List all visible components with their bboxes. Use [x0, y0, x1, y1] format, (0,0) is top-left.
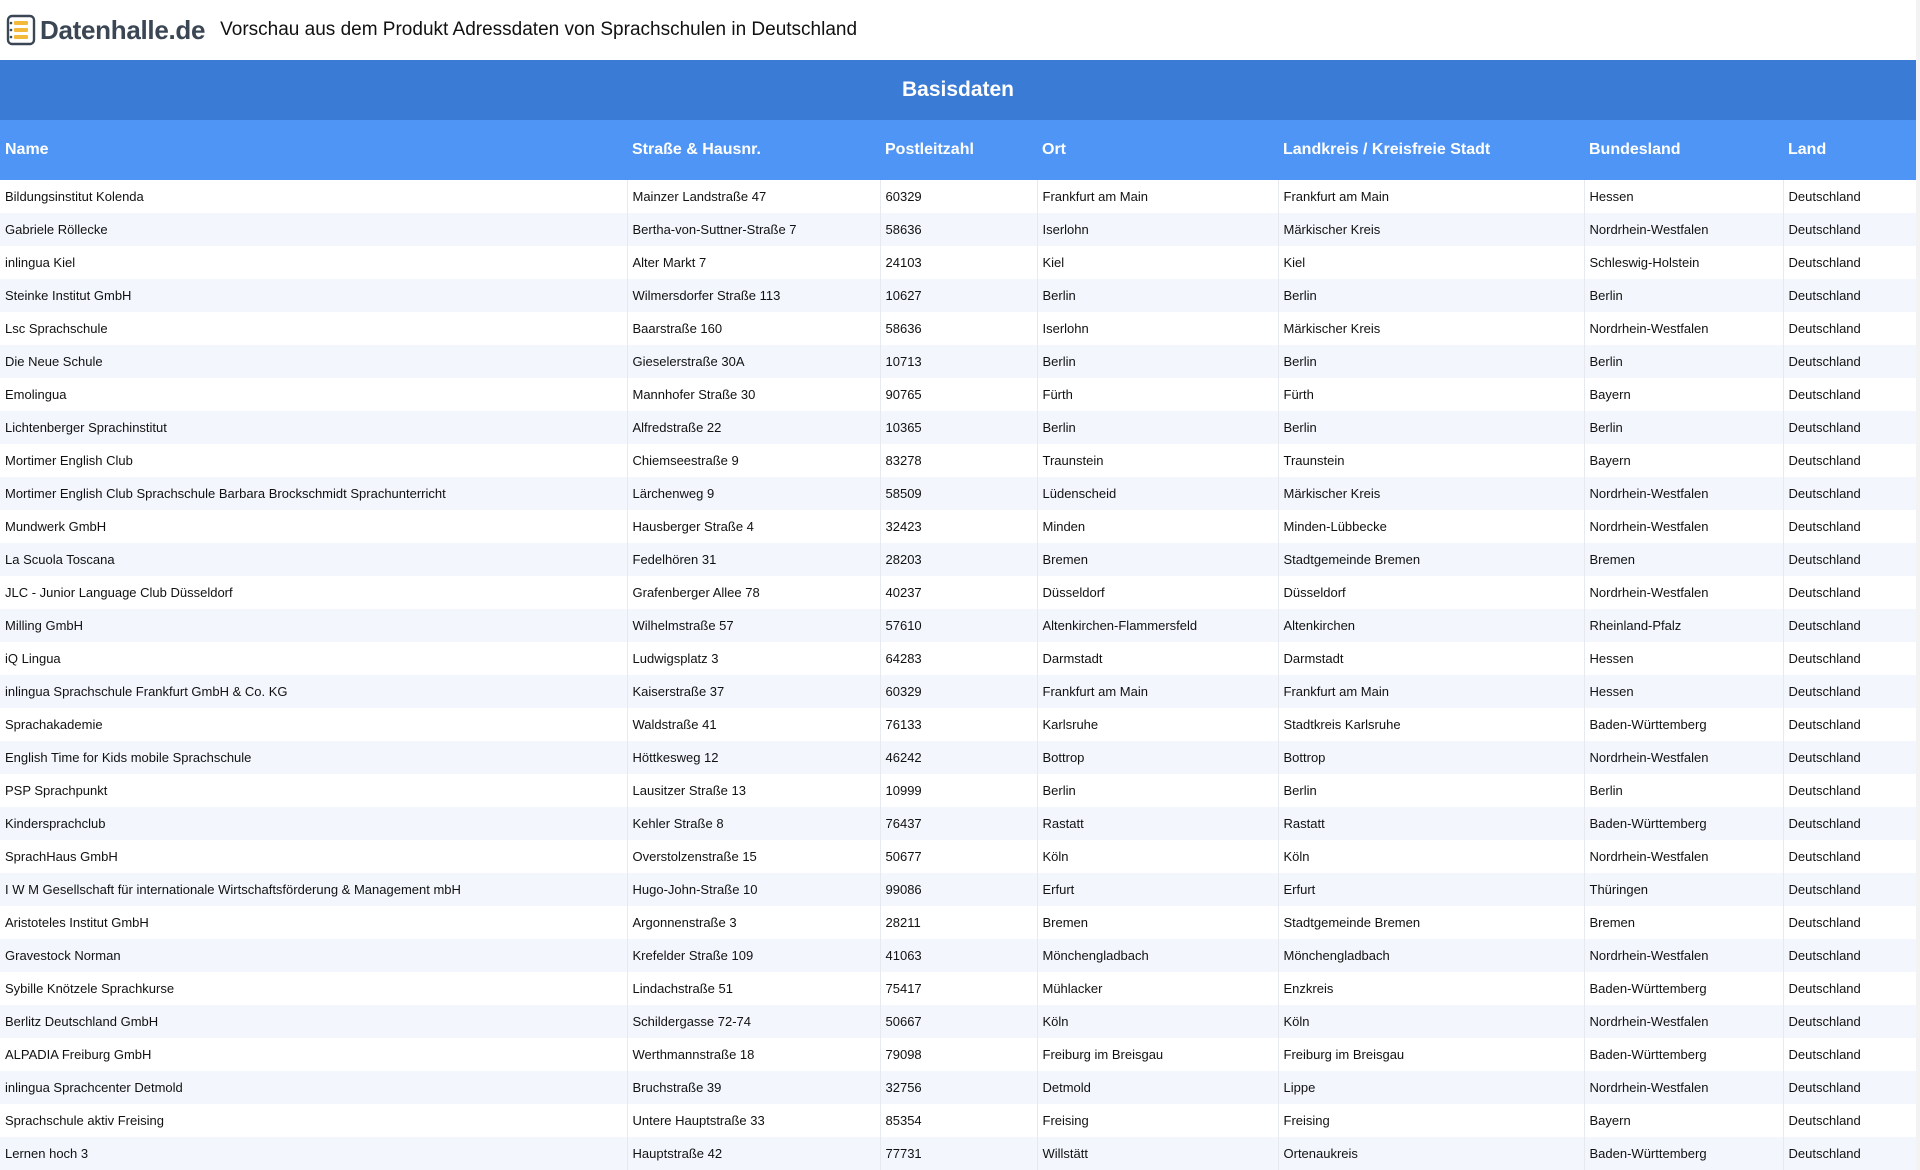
table-cell: Märkischer Kreis — [1278, 213, 1584, 246]
table-cell: Berlin — [1584, 345, 1783, 378]
table-cell: 10627 — [880, 279, 1037, 312]
table-cell: Erfurt — [1278, 873, 1584, 906]
table-row — [0, 576, 1916, 609]
table-cell: Untere Hauptstraße 33 — [627, 1104, 880, 1137]
table-cell: Schildergasse 72-74 — [627, 1005, 880, 1038]
table-cell: 32756 — [880, 1071, 1037, 1104]
scrollbar[interactable] — [1916, 0, 1920, 1170]
table-cell: Mönchengladbach — [1278, 939, 1584, 972]
table-cell: Stadtgemeinde Bremen — [1278, 906, 1584, 939]
table-cell: Detmold — [1037, 1071, 1278, 1104]
table-cell: Baden-Württemberg — [1584, 1038, 1783, 1071]
table-cell: Chiemseestraße 9 — [627, 444, 880, 477]
table-cell: Bertha-von-Suttner-Straße 7 — [627, 213, 880, 246]
table-cell: Gravestock Norman — [0, 939, 627, 972]
column-header: Ort — [1037, 120, 1278, 180]
table-cell: inlingua Kiel — [0, 246, 627, 279]
table-cell: Thüringen — [1584, 873, 1783, 906]
table-cell: Overstolzenstraße 15 — [627, 840, 880, 873]
column-header: Land — [1783, 120, 1916, 180]
table-row — [0, 213, 1916, 246]
table-cell: Bremen — [1584, 543, 1783, 576]
column-header: Straße & Hausnr. — [627, 120, 880, 180]
table-cell: Alter Markt 7 — [627, 246, 880, 279]
table-cell: 58636 — [880, 312, 1037, 345]
table-row — [0, 543, 1916, 576]
table-cell: Deutschland — [1783, 675, 1916, 708]
table-cell: Höttkesweg 12 — [627, 741, 880, 774]
table-cell: Fedelhören 31 — [627, 543, 880, 576]
table-cell: Rastatt — [1037, 807, 1278, 840]
table-cell: Werthmannstraße 18 — [627, 1038, 880, 1071]
table-row — [0, 873, 1916, 906]
table-cell: 99086 — [880, 873, 1037, 906]
table-cell: 24103 — [880, 246, 1037, 279]
logo-text: Datenhalle.de — [40, 14, 206, 45]
table-cell: inlingua Sprachcenter Detmold — [0, 1071, 627, 1104]
table-cell: 79098 — [880, 1038, 1037, 1071]
table-row — [0, 972, 1916, 1005]
table-cell: Sprachschule aktiv Freising — [0, 1104, 627, 1137]
table-cell: Sprachakademie — [0, 708, 627, 741]
table-cell: Köln — [1037, 840, 1278, 873]
table-cell: Berlin — [1278, 279, 1584, 312]
table-cell: Frankfurt am Main — [1278, 675, 1584, 708]
table-cell: 60329 — [880, 180, 1037, 213]
table-cell: Schleswig-Holstein — [1584, 246, 1783, 279]
table-cell: Traunstein — [1278, 444, 1584, 477]
table-cell: Deutschland — [1783, 1137, 1916, 1170]
table-cell: Berlin — [1037, 411, 1278, 444]
table-cell: Deutschland — [1783, 840, 1916, 873]
table-cell: Erfurt — [1037, 873, 1278, 906]
table-cell: Freising — [1278, 1104, 1584, 1137]
table-cell: 28203 — [880, 543, 1037, 576]
table-cell: Hausberger Straße 4 — [627, 510, 880, 543]
table-cell: Hugo-John-Straße 10 — [627, 873, 880, 906]
page-title: Vorschau aus dem Produkt Adressdaten von Sprachschulen in Deutschland — [220, 19, 858, 40]
column-header: Bundesland — [1584, 120, 1783, 180]
table-row — [0, 312, 1916, 345]
table-row — [0, 642, 1916, 675]
table-cell: Nordrhein-Westfalen — [1584, 312, 1783, 345]
table-cell: 50677 — [880, 840, 1037, 873]
table-cell: English Time for Kids mobile Sprachschule — [0, 741, 627, 774]
table-cell: Berlin — [1278, 345, 1584, 378]
table-cell: Märkischer Kreis — [1278, 477, 1584, 510]
column-header: Name — [0, 120, 627, 180]
table-cell: 10999 — [880, 774, 1037, 807]
database-stack-icon — [6, 14, 36, 46]
table-cell: Stadtkreis Karlsruhe — [1278, 708, 1584, 741]
table-cell: Stadtgemeinde Bremen — [1278, 543, 1584, 576]
table-cell: Hessen — [1584, 180, 1783, 213]
table-cell: 75417 — [880, 972, 1037, 1005]
table-cell: 40237 — [880, 576, 1037, 609]
data-table — [0, 120, 1916, 1170]
table-cell: Darmstadt — [1037, 642, 1278, 675]
table-cell: Altenkirchen-Flammersfeld — [1037, 609, 1278, 642]
table-cell: JLC - Junior Language Club Düsseldorf — [0, 576, 627, 609]
table-row — [0, 939, 1916, 972]
table-cell: PSP Sprachpunkt — [0, 774, 627, 807]
basisdaten-section — [0, 60, 1916, 1170]
table-cell: Grafenberger Allee 78 — [627, 576, 880, 609]
table-cell: Nordrhein-Westfalen — [1584, 576, 1783, 609]
table-cell: Berlin — [1278, 774, 1584, 807]
table-row — [0, 345, 1916, 378]
table-cell: Deutschland — [1783, 312, 1916, 345]
table-cell: Fürth — [1037, 378, 1278, 411]
table-cell: 76437 — [880, 807, 1037, 840]
table-cell: Krefelder Straße 109 — [627, 939, 880, 972]
table-cell: Ludwigsplatz 3 — [627, 642, 880, 675]
table-cell: Bruchstraße 39 — [627, 1071, 880, 1104]
table-row — [0, 1104, 1916, 1137]
table-cell: Lsc Sprachschule — [0, 312, 627, 345]
table-cell: 32423 — [880, 510, 1037, 543]
table-cell: Bremen — [1037, 543, 1278, 576]
table-cell: Berlin — [1584, 279, 1783, 312]
table-cell: Lärchenweg 9 — [627, 477, 880, 510]
table-cell: Deutschland — [1783, 1038, 1916, 1071]
table-cell: Bayern — [1584, 1104, 1783, 1137]
table-row — [0, 741, 1916, 774]
table-cell: 46242 — [880, 741, 1037, 774]
table-cell: Bayern — [1584, 378, 1783, 411]
table-cell: Deutschland — [1783, 411, 1916, 444]
table-row — [0, 807, 1916, 840]
table-row — [0, 180, 1916, 213]
table-cell: Mühlacker — [1037, 972, 1278, 1005]
table-cell: 50667 — [880, 1005, 1037, 1038]
table-cell: 57610 — [880, 609, 1037, 642]
table-cell: Frankfurt am Main — [1037, 675, 1278, 708]
table-cell: Mortimer English Club Sprachschule Barbara Brockschmidt Sprachunterricht — [0, 477, 627, 510]
table-row — [0, 774, 1916, 807]
table-cell: Mundwerk GmbH — [0, 510, 627, 543]
table-cell: Deutschland — [1783, 939, 1916, 972]
table-cell: Bremen — [1584, 906, 1783, 939]
table-cell: Willstätt — [1037, 1137, 1278, 1170]
table-cell: Hauptstraße 42 — [627, 1137, 880, 1170]
table-cell: Milling GmbH — [0, 609, 627, 642]
table-cell: Bildungsinstitut Kolenda — [0, 180, 627, 213]
column-header: Postleitzahl — [880, 120, 1037, 180]
table-cell: Düsseldorf — [1278, 576, 1584, 609]
table-cell: Mortimer English Club — [0, 444, 627, 477]
table-cell: Rheinland-Pfalz — [1584, 609, 1783, 642]
table-cell: Minden — [1037, 510, 1278, 543]
table-cell: Kehler Straße 8 — [627, 807, 880, 840]
table-cell: Karlsruhe — [1037, 708, 1278, 741]
table-cell: Lernen hoch 3 — [0, 1137, 627, 1170]
table-cell: 28211 — [880, 906, 1037, 939]
table-cell: Lausitzer Straße 13 — [627, 774, 880, 807]
table-cell: Argonnenstraße 3 — [627, 906, 880, 939]
table-cell: ALPADIA Freiburg GmbH — [0, 1038, 627, 1071]
table-cell: Kiel — [1037, 246, 1278, 279]
table-cell: Nordrhein-Westfalen — [1584, 1005, 1783, 1038]
table-cell: Lichtenberger Sprachinstitut — [0, 411, 627, 444]
table-cell: Nordrhein-Westfalen — [1584, 1071, 1783, 1104]
table-cell: Bottrop — [1278, 741, 1584, 774]
table-cell: Die Neue Schule — [0, 345, 627, 378]
table-body — [0, 180, 1916, 1170]
table-cell: 77731 — [880, 1137, 1037, 1170]
table-cell: Deutschland — [1783, 477, 1916, 510]
table-cell: 58636 — [880, 213, 1037, 246]
table-cell: Deutschland — [1783, 1005, 1916, 1038]
table-cell: Deutschland — [1783, 378, 1916, 411]
table-cell: 10713 — [880, 345, 1037, 378]
table-cell: Nordrhein-Westfalen — [1584, 510, 1783, 543]
table-cell: inlingua Sprachschule Frankfurt GmbH & Co. KG — [0, 675, 627, 708]
table-cell: Lindachstraße 51 — [627, 972, 880, 1005]
table-cell: Traunstein — [1037, 444, 1278, 477]
table-cell: Deutschland — [1783, 345, 1916, 378]
table-cell: 90765 — [880, 378, 1037, 411]
table-cell: Deutschland — [1783, 609, 1916, 642]
table-cell: Deutschland — [1783, 642, 1916, 675]
table-row — [0, 906, 1916, 939]
table-row — [0, 675, 1916, 708]
table-cell: Nordrhein-Westfalen — [1584, 213, 1783, 246]
top-bar — [0, 0, 1920, 60]
table-row — [0, 1137, 1916, 1170]
section-title: Basisdaten — [0, 60, 1916, 120]
table-cell: Kindersprachclub — [0, 807, 627, 840]
table-cell: Minden-Lübbecke — [1278, 510, 1584, 543]
table-cell: Mönchengladbach — [1037, 939, 1278, 972]
table-cell: Deutschland — [1783, 1104, 1916, 1137]
table-cell: Frankfurt am Main — [1037, 180, 1278, 213]
table-cell: Emolingua — [0, 378, 627, 411]
table-cell: Wilmersdorfer Straße 113 — [627, 279, 880, 312]
table-cell: Freising — [1037, 1104, 1278, 1137]
table-cell: Baden-Württemberg — [1584, 972, 1783, 1005]
table-cell: Waldstraße 41 — [627, 708, 880, 741]
table-cell: Deutschland — [1783, 543, 1916, 576]
table-row — [0, 1071, 1916, 1104]
table-cell: Lüdenscheid — [1037, 477, 1278, 510]
table-cell: Gieselerstraße 30A — [627, 345, 880, 378]
table-cell: La Scuola Toscana — [0, 543, 627, 576]
table-cell: Hessen — [1584, 675, 1783, 708]
table-cell: Berlin — [1037, 774, 1278, 807]
table-cell: Deutschland — [1783, 213, 1916, 246]
table-cell: Deutschland — [1783, 972, 1916, 1005]
table-row — [0, 444, 1916, 477]
table-cell: Kaiserstraße 37 — [627, 675, 880, 708]
table-cell: Alfredstraße 22 — [627, 411, 880, 444]
table-cell: Rastatt — [1278, 807, 1584, 840]
table-cell: Nordrhein-Westfalen — [1584, 741, 1783, 774]
table-cell: 76133 — [880, 708, 1037, 741]
table-cell: Lippe — [1278, 1071, 1584, 1104]
table-cell: Deutschland — [1783, 510, 1916, 543]
table-cell: Freiburg im Breisgau — [1037, 1038, 1278, 1071]
table-cell: Deutschland — [1783, 246, 1916, 279]
table-row — [0, 609, 1916, 642]
table-cell: Berlitz Deutschland GmbH — [0, 1005, 627, 1038]
table-cell: 83278 — [880, 444, 1037, 477]
table-row — [0, 477, 1916, 510]
table-cell: iQ Lingua — [0, 642, 627, 675]
table-cell: Mannhofer Straße 30 — [627, 378, 880, 411]
table-cell: Deutschland — [1783, 279, 1916, 312]
table-cell: Aristoteles Institut GmbH — [0, 906, 627, 939]
table-cell: Wilhelmstraße 57 — [627, 609, 880, 642]
table-cell: Iserlohn — [1037, 312, 1278, 345]
table-cell: Düsseldorf — [1037, 576, 1278, 609]
table-cell: Baden-Württemberg — [1584, 1137, 1783, 1170]
table-row — [0, 510, 1916, 543]
table-cell: Berlin — [1584, 774, 1783, 807]
table-cell: I W M Gesellschaft für internationale Wirtschaftsförderung & Management mbH — [0, 873, 627, 906]
table-cell: Deutschland — [1783, 708, 1916, 741]
table-cell: Baden-Württemberg — [1584, 807, 1783, 840]
table-cell: 10365 — [880, 411, 1037, 444]
table-cell: Berlin — [1037, 345, 1278, 378]
table-row — [0, 1038, 1916, 1071]
table-row — [0, 1005, 1916, 1038]
table-cell: Kiel — [1278, 246, 1584, 279]
table-cell: Sybille Knötzele Sprachkurse — [0, 972, 627, 1005]
table-cell: Hessen — [1584, 642, 1783, 675]
table-cell: SprachHaus GmbH — [0, 840, 627, 873]
table-cell: 58509 — [880, 477, 1037, 510]
table-cell: Gabriele Röllecke — [0, 213, 627, 246]
table-cell: Frankfurt am Main — [1278, 180, 1584, 213]
table-cell: Köln — [1278, 1005, 1584, 1038]
table-cell: Darmstadt — [1278, 642, 1584, 675]
table-cell: Deutschland — [1783, 906, 1916, 939]
table-cell: Fürth — [1278, 378, 1584, 411]
table-cell: Deutschland — [1783, 180, 1916, 213]
table-cell: Iserlohn — [1037, 213, 1278, 246]
table-cell: Köln — [1278, 840, 1584, 873]
table-cell: Bottrop — [1037, 741, 1278, 774]
table-cell: 60329 — [880, 675, 1037, 708]
table-cell: Altenkirchen — [1278, 609, 1584, 642]
table-row — [0, 279, 1916, 312]
table-cell: 41063 — [880, 939, 1037, 972]
table-cell: Berlin — [1278, 411, 1584, 444]
table-cell: Nordrhein-Westfalen — [1584, 840, 1783, 873]
table-row — [0, 378, 1916, 411]
column-header: Landkreis / Kreisfreie Stadt — [1278, 120, 1584, 180]
table-cell: Enzkreis — [1278, 972, 1584, 1005]
table-cell: Freiburg im Breisgau — [1278, 1038, 1584, 1071]
table-cell: Mainzer Landstraße 47 — [627, 180, 880, 213]
table-cell: Deutschland — [1783, 807, 1916, 840]
table-cell: Köln — [1037, 1005, 1278, 1038]
logo[interactable] — [6, 14, 205, 46]
table-cell: 64283 — [880, 642, 1037, 675]
table-cell: Nordrhein-Westfalen — [1584, 939, 1783, 972]
table-cell: Berlin — [1037, 279, 1278, 312]
table-cell: Deutschland — [1783, 1071, 1916, 1104]
table-header-row — [0, 120, 1916, 180]
table-cell: Baden-Württemberg — [1584, 708, 1783, 741]
table-cell: Ortenaukreis — [1278, 1137, 1584, 1170]
table-cell: Deutschland — [1783, 741, 1916, 774]
table-cell: Nordrhein-Westfalen — [1584, 477, 1783, 510]
table-cell: Deutschland — [1783, 873, 1916, 906]
table-cell: Bayern — [1584, 444, 1783, 477]
table-cell: Berlin — [1584, 411, 1783, 444]
table-cell: Bremen — [1037, 906, 1278, 939]
table-row — [0, 246, 1916, 279]
table-cell: Deutschland — [1783, 444, 1916, 477]
table-row — [0, 840, 1916, 873]
table-cell: Baarstraße 160 — [627, 312, 880, 345]
table-cell: 85354 — [880, 1104, 1037, 1137]
table-cell: Deutschland — [1783, 576, 1916, 609]
table-cell: Märkischer Kreis — [1278, 312, 1584, 345]
table-cell: Deutschland — [1783, 774, 1916, 807]
table-row — [0, 411, 1916, 444]
table-cell: Steinke Institut GmbH — [0, 279, 627, 312]
table-row — [0, 708, 1916, 741]
